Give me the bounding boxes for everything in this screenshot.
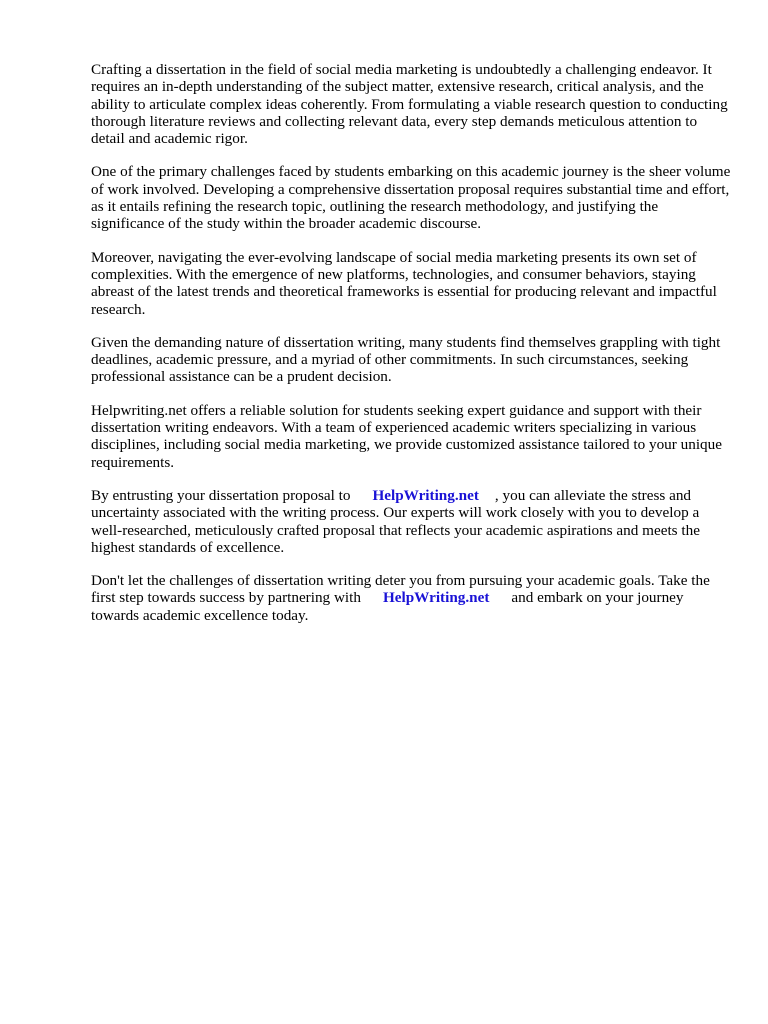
entrusting-text-before: By entrusting your dissertation proposal to [91,486,351,504]
paragraph-helpwriting: Helpwriting.net offers a reliable solution for students seeking expert guidance and support with their dissertation writing endeavors. With a team of experienced academic writers specializing in various disciplines, including social media marketing, we provide customized assistance tailored to your unique requirements. [91,401,722,471]
paragraph-closing [91,572,731,624]
paragraph-complexities: Moreover, navigating the ever-evolving landscape of social media marketing presents its own set of complexities. With the emergence of new platforms, technologies, and consumer behaviors, staying abreast of the latest trends and theoretical frameworks is essential for producing relevant and impactful research. [91,248,717,318]
entrusting-text-after: , you can alleviate the stress and uncertainty associated with the writing process. Our experts will work closely with you to develop a well-researched, meticulously crafted proposal that reflects your academic aspirations and meets the highest standards of excellence. [91,486,700,556]
document-body [91,61,731,640]
closing-text-after: and embark on your journey towards academic excellence today. [91,589,684,624]
paragraph-intro: Crafting a dissertation in the field of social media marketing is undoubtedly a challenging endeavor. It requires an in-depth understanding of the subject matter, extensive research, critical analysis, and the ability to articulate complex ideas coherently. From formulating a viable research question to conducting thorough literature reviews and collecting relevant data, every step demands meticulous attention to detail and academic rigor. [91,61,728,148]
paragraph-entrusting [91,487,731,556]
paragraph-challenges: One of the primary challenges faced by students embarking on this academic journey is the sheer volume of work involved. Developing a comprehensive dissertation proposal requires substantial time and effort, as it entails refining the research topic, outlining the research methodology, and justifying the significance of the study within the broader academic discourse. [91,163,731,233]
closing-text-before: Don't let the challenges of dissertation writing deter you from pursuing your academic goals. Take the first step towards success by partnering with [91,572,710,607]
helpwriting-link-1[interactable]: HelpWriting.net [372,486,479,504]
helpwriting-link-2[interactable]: HelpWriting.net [382,589,490,607]
paragraph-deadlines: Given the demanding nature of dissertation writing, many students find themselves grappling with tight deadlines, academic pressure, and a myriad of other commitments. In such circumstances, seeking professional assistance can be a prudent decision. [91,333,721,386]
